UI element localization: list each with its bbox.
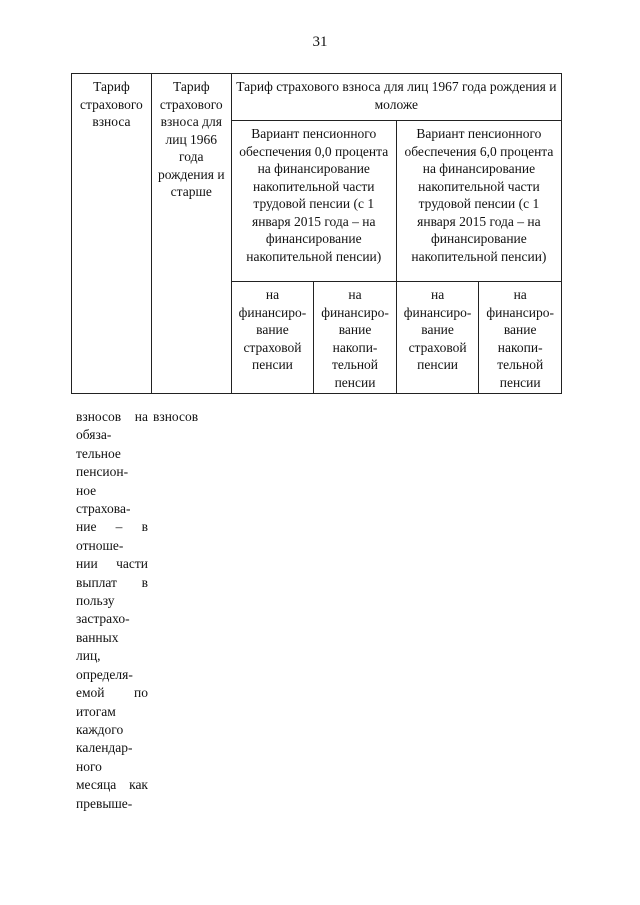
text-line: взносов на [76,409,148,424]
text-line: превыше- [76,795,133,811]
text-line: каждого [76,721,124,737]
text-line: пенсион- [76,464,129,480]
text-line: страхова- [76,501,131,517]
text-line: календар- [76,740,133,756]
text-line: взносов [153,409,199,424]
text-line: ванных [76,629,119,645]
text-line: итогам [76,703,116,719]
header-tariff-1967-and-younger: Тариф страхового взноса для лиц 1967 года рождения и моложе [231,74,561,121]
text-line: обяза- [76,427,112,443]
text-line: отноше- [76,537,124,553]
text-line: месяца как [76,777,148,793]
continuation-col1 [76,408,148,813]
text-line: пользу [76,593,115,609]
text-line: ное [76,482,97,498]
text-line: ного [76,758,102,774]
text-line: лиц, [76,648,101,664]
text-line: выплат в [76,574,148,590]
page-number: 31 [312,34,328,50]
subheader-v6-insurance-pension: на финансиро-вание страховой пенсии [396,282,479,394]
header-variant-6: Вариант пенсионного обеспечения 6,0 процента на финансирование накопительной части трудовой пенсии (с 1 января 2015 года – на финансирование накопительной пенсии) [396,121,561,282]
text-line: емой по [76,685,148,701]
subheader-v0-insurance-pension: на финансиро-вание страховой пенсии [231,282,314,394]
text-line: ние – в [76,519,148,535]
continuation-col2 [153,408,223,426]
tariff-table [71,73,562,394]
text-line: определя- [76,666,133,682]
header-tariff-1966-and-older: Тариф страхового взноса для лиц 1966 года рождения и старше [151,74,231,394]
text-line: нии части [76,556,148,572]
subheader-v6-funded-pension: на финансиро-вание накопи-тельной пенсии [479,282,562,394]
text-line: застрахо- [76,611,130,627]
subheader-v0-funded-pension: на финансиро-вание накопи-тельной пенсии [314,282,397,394]
header-tariff: Тариф страхового взноса [72,74,152,394]
text-line: тельное [76,445,121,461]
header-variant-0: Вариант пенсионного обеспечения 0,0 процента на финансирование накопительной части трудовой пенсии (с 1 января 2015 года – на финансирование накопительной пенсии) [231,121,396,282]
